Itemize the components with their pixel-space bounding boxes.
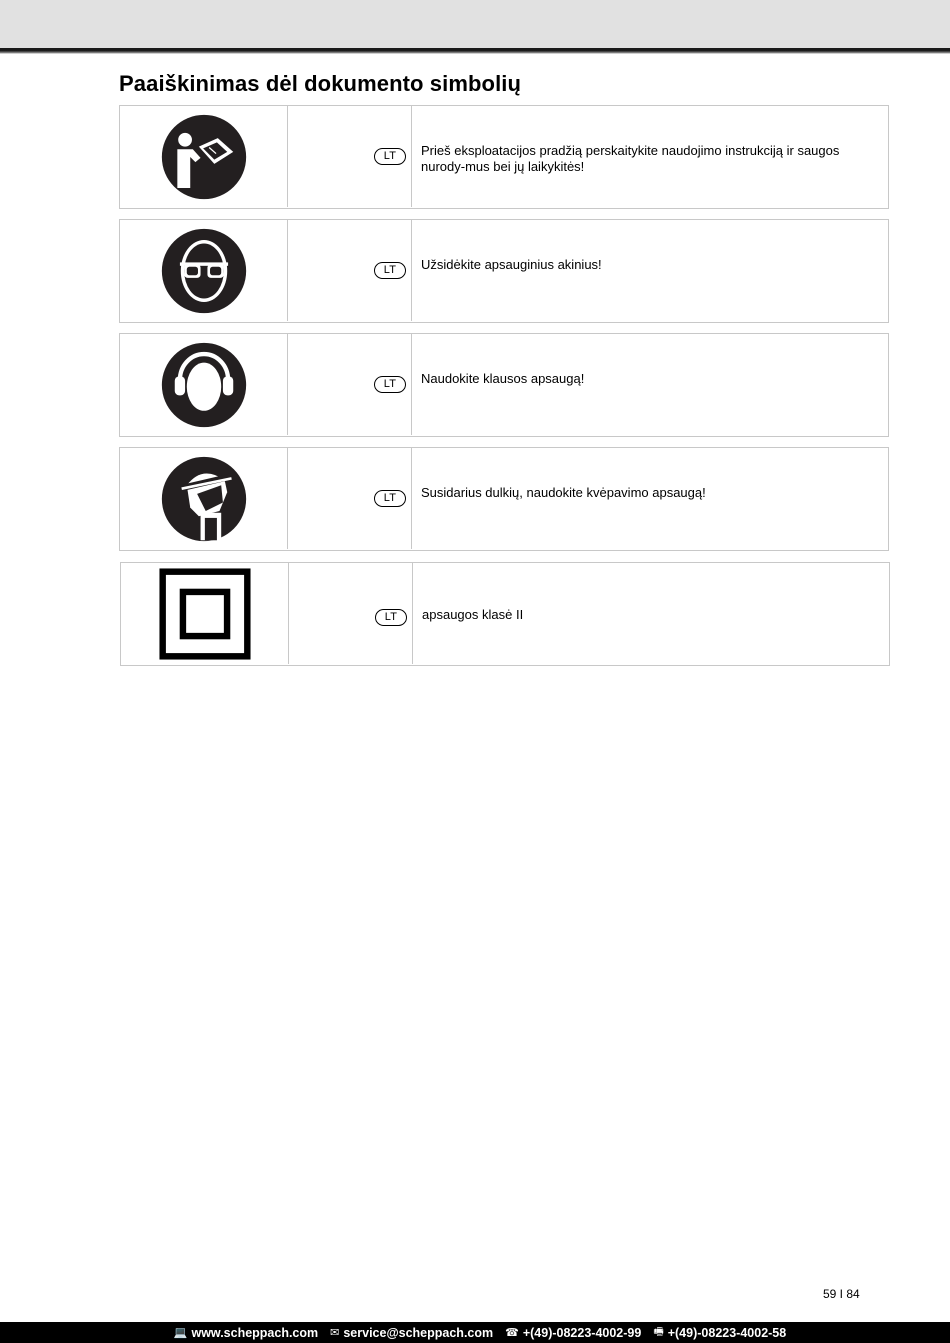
header-bar <box>0 0 950 48</box>
footer-bar <box>0 1322 950 1343</box>
fax-number: +(49)-08223-4002-58 <box>667 1325 787 1340</box>
mail-icon: ✉ <box>330 1327 340 1339</box>
footer-email[interactable] <box>330 1326 493 1340</box>
safety-goggles-icon <box>161 228 247 314</box>
footer-website[interactable] <box>174 1326 318 1340</box>
read-manual-icon <box>161 114 247 200</box>
footer-fax <box>653 1323 786 1342</box>
header-shadow <box>0 48 950 54</box>
language-cell <box>289 563 413 664</box>
language-badge: LT <box>374 490 406 507</box>
symbol-description: Prieš eksploatacijos pradžią perskaitykite naudojimo instrukciją ir saugos nurody-mus bei jų laikykitės! <box>421 143 840 174</box>
symbol-description: Susidarius dulkių, naudokite kvėpavimo apsaugą! <box>421 485 706 500</box>
language-badge: LT <box>374 376 406 393</box>
symbol-cell <box>120 220 288 321</box>
page-number: 59 I 84 <box>823 1287 860 1301</box>
language-badge: LT <box>374 262 406 279</box>
fax-icon: 🖷 <box>653 1326 664 1338</box>
website-link[interactable]: www.scheppach.com <box>191 1325 319 1340</box>
language-cell <box>288 106 412 207</box>
respirator-icon <box>161 456 247 542</box>
symbol-row <box>119 105 889 209</box>
symbol-description: apsaugos klasė II <box>422 607 524 622</box>
language-badge: LT <box>374 148 406 165</box>
symbol-row <box>120 562 890 666</box>
symbol-row <box>119 219 889 323</box>
symbol-cell <box>120 334 288 435</box>
language-cell <box>288 334 412 435</box>
computer-icon: 💻 <box>173 1327 188 1339</box>
hearing-protection-icon <box>161 342 247 428</box>
language-cell <box>288 448 412 549</box>
protection-class-ii-icon <box>159 568 251 660</box>
footer-phone <box>505 1326 641 1340</box>
symbol-cell <box>120 106 288 207</box>
symbol-cell <box>120 448 288 549</box>
email-link[interactable]: service@scheppach.com <box>343 1325 494 1340</box>
language-cell <box>288 220 412 321</box>
symbol-row <box>119 447 889 551</box>
symbol-description: Užsidėkite apsauginius akinius! <box>421 257 602 272</box>
language-badge: LT <box>375 609 407 626</box>
page-title: Paaiškinimas dėl dokumento simbolių <box>119 71 522 96</box>
symbol-description: Naudokite klausos apsaugą! <box>421 371 585 386</box>
phone-icon: ☎ <box>505 1327 519 1339</box>
symbol-row <box>119 333 889 437</box>
symbol-cell <box>121 563 289 664</box>
phone-number: +(49)-08223-4002-99 <box>522 1325 642 1340</box>
